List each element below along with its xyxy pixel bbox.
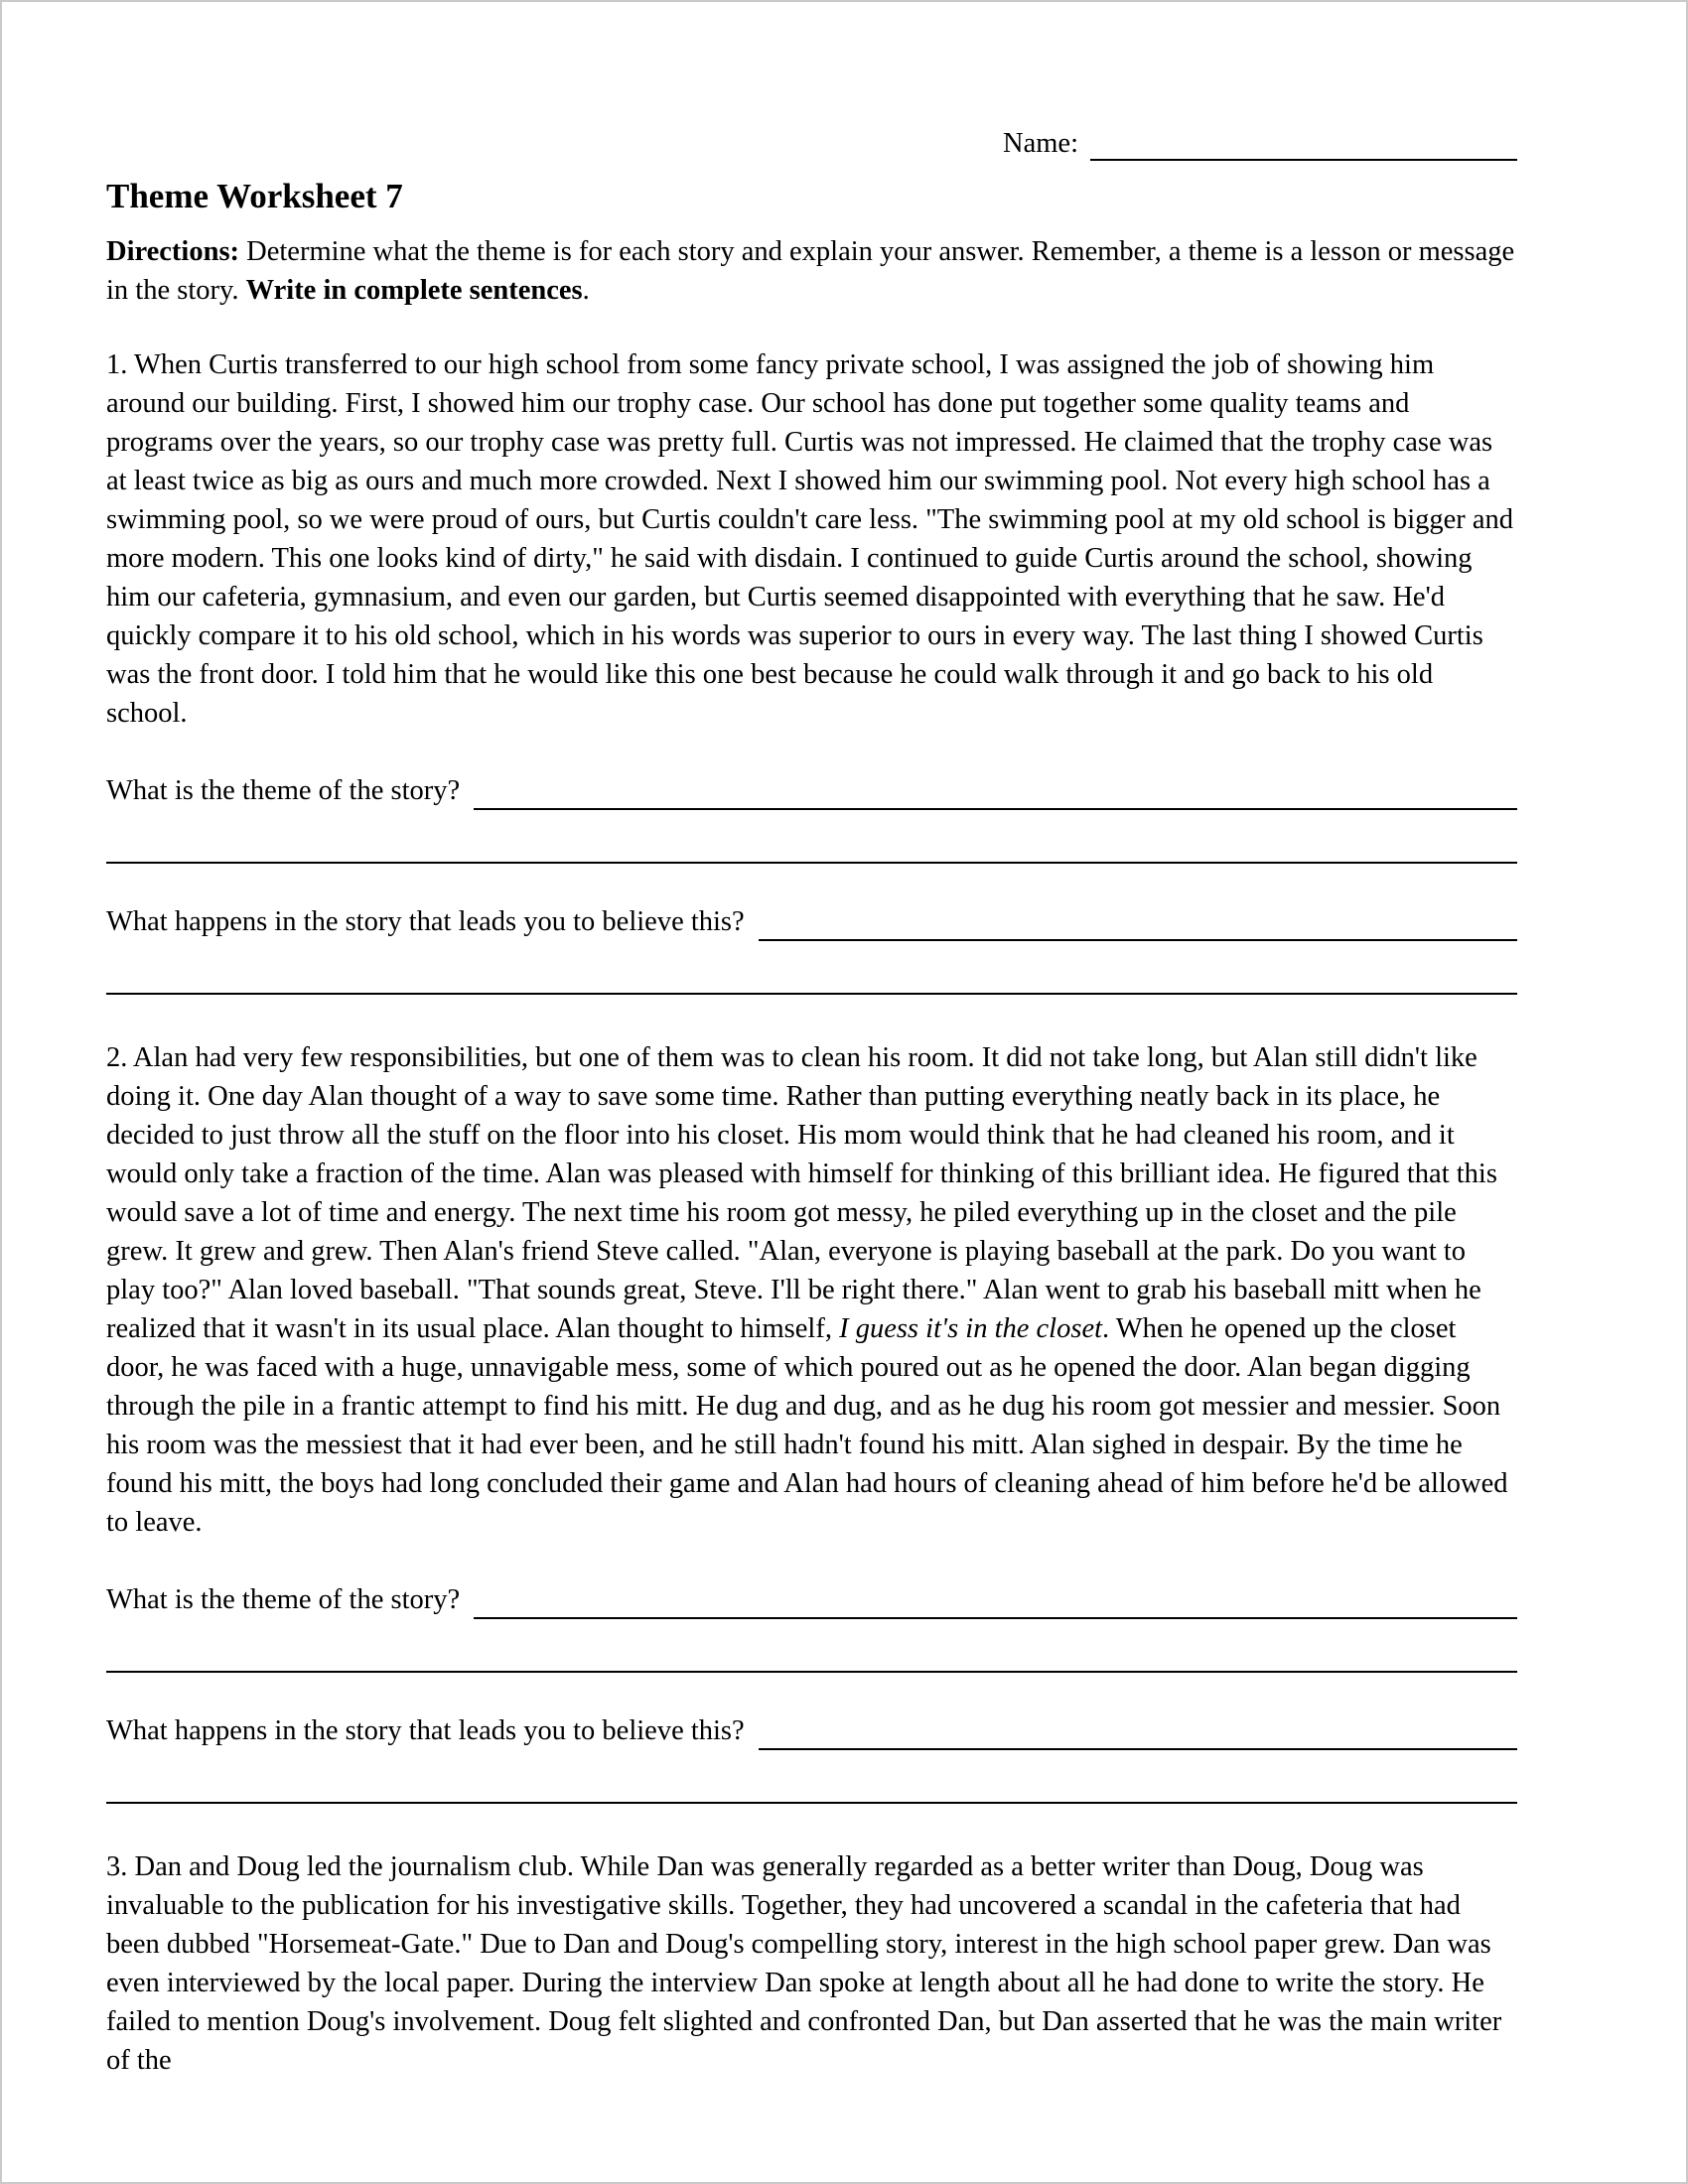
page-title: Theme Worksheet 7 (106, 177, 403, 215)
story-2-text: 2. Alan had very few responsibilities, but one of them was to clean his room. It did not take long, but Alan still didn't like doing it. One day Alan thought of a way to save some time. Rather than putting everything neatly back in its place, he decided to just throw all the stuff on the floor into his closet. His mom would think that he had cleaned his room, and it would only take a fraction of the time. Alan was pleased with himself for thinking of this brilliant idea. He figured that this would save a lot of time and energy. The next time his room got messy, he piled everything up in the closet and the pile grew. It grew and grew. Then Alan's friend Steve called. "Alan, everyone is playing baseball at the park. Do you want to play too?" Alan loved baseball. "That sounds great, Steve. I'll be right there." Alan went to grab his baseball mitt when he realized that it wasn't in its usual place. Alan thought to himself, (106, 1042, 1497, 1344)
theme-answer-inline-blank-1[interactable] (474, 776, 1517, 810)
theme-answer-line-1[interactable] (106, 862, 1517, 864)
evidence-question-row-2 (106, 1708, 1517, 1750)
theme-question-label-1: What is the theme of the story? (106, 775, 461, 806)
evidence-answer-line-2[interactable] (106, 1802, 1517, 1804)
directions-period: . (582, 275, 590, 306)
theme-answer-line-2[interactable] (106, 1671, 1517, 1673)
theme-answer-inline-blank-2[interactable] (474, 1585, 1517, 1619)
directions-label: Directions: (106, 236, 240, 267)
evidence-question-label-2: What happens in the story that leads you to believe this? (106, 1715, 745, 1746)
story-1-text: 1. When Curtis transferred to our high school from some fancy private school, I was assigned the job of showing him around our building. First, I showed him our trophy case. Our school has done put together some quality teams and programs over the years, so our trophy case was pretty full. Curtis was not impressed. He claimed that the trophy case was at least twice as big as ours and much more crowded. Next I showed him our swimming pool. Not every high school has a swimming pool, so we were proud of ours, but Curtis couldn't care less. "The swimming pool at my old school is bigger and more modern. This one looks kind of dirty," he said with disdain. I continued to guide Curtis around the school, showing him our cafeteria, gymnasium, and even our garden, but Curtis seemed disappointed with everything that he saw. He'd quickly compare it to his old school, which in his words was superior to ours in every way. The last thing I showed Curtis was the front door. I told him that he would like this one best because he could walk through it and go back to his old school. (106, 349, 1514, 729)
evidence-answer-inline-blank-1[interactable] (759, 907, 1517, 941)
story-paragraph-2 (106, 1038, 1517, 1542)
directions-text: Determine what the theme is for each story and explain your answer. Remember, a theme is a lesson or message in the story. (106, 236, 1515, 306)
evidence-question-row-1 (106, 899, 1517, 941)
story-2-italic-phrase: I guess it's in the closet (839, 1313, 1103, 1344)
evidence-answer-inline-blank-2[interactable] (759, 1716, 1517, 1750)
directions (106, 232, 1517, 310)
evidence-question-label-1: What happens in the story that leads you to believe this? (106, 906, 745, 937)
theme-question-row-2 (106, 1577, 1517, 1619)
theme-question-row-1 (106, 768, 1517, 810)
story-paragraph-3 (106, 1847, 1517, 2080)
story-2-text-after: . When he opened up the closet door, he was faced with a huge, unnavigable mess, some of which poured out as he opened the door. Alan began digging through the pile in a frantic attempt to find his mitt. He dug and dug, and as he dug his room got messier and messier. Soon his room was the messiest that it had ever been, and he still hadn't found his mitt. Alan sighed in despair. By the time he found his mitt, the boys had long concluded their game and Alan had hours of cleaning ahead of him before he'd be allowed to leave. (106, 1313, 1508, 1538)
story-paragraph-1 (106, 345, 1517, 733)
directions-bold-phrase: Write in complete sentences (245, 275, 583, 306)
name-input-line[interactable] (1090, 129, 1517, 161)
name-label: Name: (1003, 128, 1078, 159)
story-3-text: 3. Dan and Doug led the journalism club. While Dan was generally regarded as a better writer than Doug, Doug was invaluable to the publication for his investigative skills. Together, they had uncovered a scandal in the cafeteria that had been dubbed "Horsemeat-Gate." Due to Dan and Doug's compelling story, interest in the high school paper grew. Dan was even interviewed by the local paper. During the interview Dan spoke at length about all he had done to write the story. He failed to mention Doug's involvement. Doug felt slighted and confronted Dan, but Dan asserted that he was the main writer of the (106, 1851, 1502, 2076)
theme-question-label-2: What is the theme of the story? (106, 1584, 461, 1615)
evidence-answer-line-1[interactable] (106, 993, 1517, 995)
name-row (106, 123, 1517, 161)
